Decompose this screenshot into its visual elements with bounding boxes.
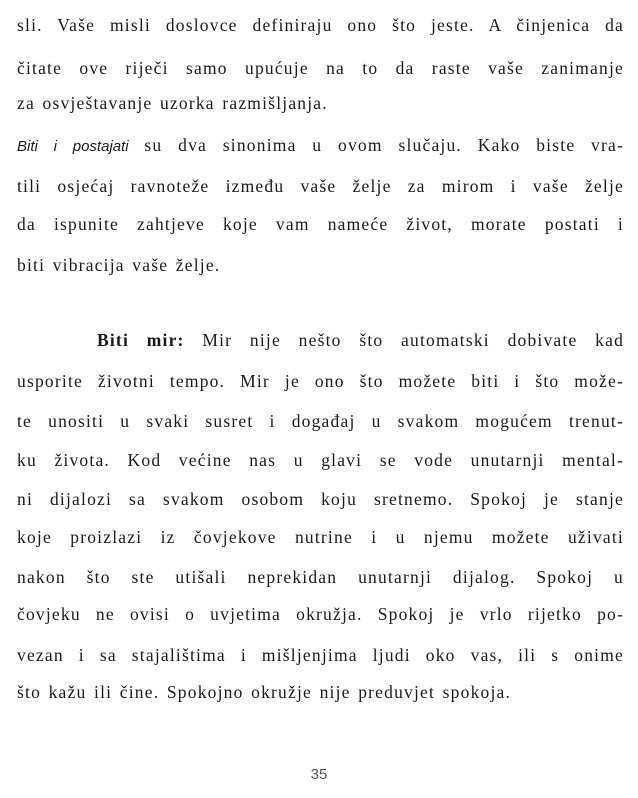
text-line: tili osjećaj ravnoteže između vaše želje za mirom i vaše želje <box>17 176 624 196</box>
text-line: za osvještavanje uzorka razmišljanja. <box>17 93 328 113</box>
text-line: nakon što ste utišali neprekidan unutarnji dijalog. Spokoj u <box>17 567 624 587</box>
text-line: vezan i sa stajalištima i mišljenjima ljudi oko vas, ili s onime <box>17 645 624 665</box>
text-line: sli. Vaše misli doslovce definiraju ono što jeste. A činjenica da <box>17 15 624 35</box>
text-line: što kažu ili čine. Spokojno okružje nije preduvjet spokoja. <box>17 682 512 702</box>
text-line: čovjeku ne ovisi o uvjetima okružja. Spokoj je vrlo rijetko po- <box>17 604 624 624</box>
text-run: su dva sinonima u ovom slučaju. Kako biste vra- <box>144 135 625 155</box>
text-line: koje proizlazi iz čovjekove nutrine i u njemu možete uživati <box>17 527 624 547</box>
text-line: biti vibracija vaše želje. <box>17 255 221 275</box>
text-line: te unositi u svaki susret i događaj u svakom mogućem trenut- <box>17 411 624 431</box>
text-run: Mir nije nešto što automatski dobivate kad <box>202 330 625 350</box>
text-line <box>97 329 624 351</box>
text-line: usporite životni tempo. Mir je ono što možete biti i što može- <box>17 371 624 391</box>
text-line: ni dijalozi sa svakom osobom koju sretnemo. Spokoj je stanje <box>17 489 624 509</box>
text-line: čitate ove riječi samo upućuje na to da raste vaše zanimanje <box>17 58 624 78</box>
text-line: da ispunite zahtjeve koje vam nameće život, morate postati i <box>17 214 624 234</box>
italic-term: postajati <box>72 138 129 155</box>
page-number: 35 <box>310 766 328 783</box>
text-line: ku života. Kod većine nas u glavi se vode unutarnji mental- <box>17 450 624 470</box>
italic-term: Biti <box>17 138 38 155</box>
section-heading: Biti mir: <box>97 330 185 350</box>
text-line <box>17 134 624 158</box>
italic-connector: i <box>53 138 57 155</box>
